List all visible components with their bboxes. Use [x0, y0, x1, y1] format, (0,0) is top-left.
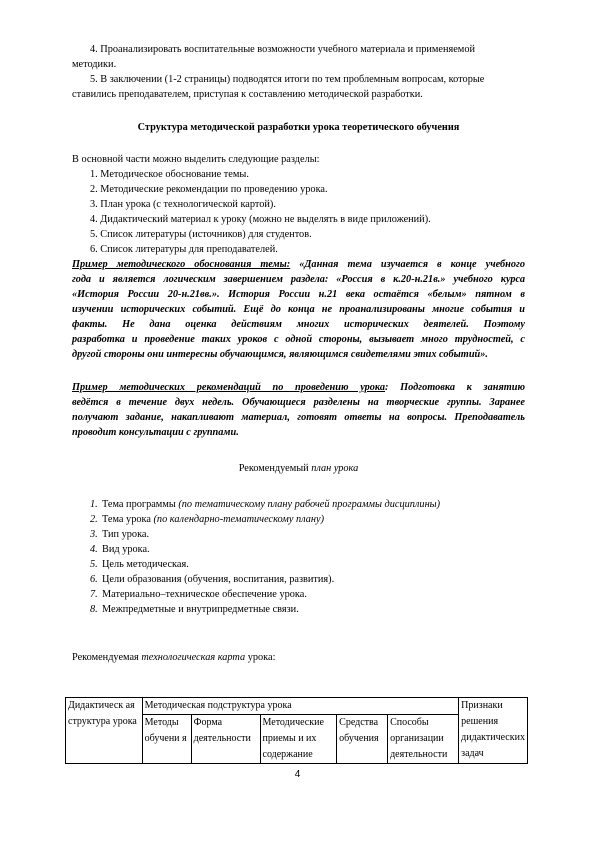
section-heading: Структура методической разработки урока теоретического обучения [137, 122, 460, 133]
example2-text: ведётся в течение двух недель. Обучающиеся разделены на творческие группы. Заранее [72, 397, 525, 408]
plan-item: 5. Цель методическая. [90, 559, 189, 570]
example1-text: другой стороны они интересны обучающимся, являющимся свидетелями этих событий». [72, 349, 488, 360]
table-header-form: Форма деятельности [191, 715, 260, 764]
table-header-didactic: Дидактическ ая структура урока [66, 698, 143, 764]
tech-card-caption: Рекомендуемая технологическая карта урока: [72, 652, 276, 663]
item4-line1: 4. Проанализировать воспитательные возможности учебного материала и применяемой [90, 44, 475, 55]
plan-item: 1. Тема программы (по тематическому плану рабочей программы дисциплины) [90, 499, 441, 510]
example1-text: изучении исторических событий. Ещё до конца не проанализированы многие события и [72, 304, 525, 315]
page-number: 4 [294, 769, 301, 780]
example1-label: Пример методического обоснования темы: [72, 259, 291, 270]
plan-item: 2. Тема урока (по календарно-тематическому плану) [90, 514, 325, 525]
table-header-means: Средства обучения [337, 715, 388, 764]
plan-item: 4. Вид урока. [90, 544, 150, 555]
table-header-methods: Методы обучени я [142, 715, 191, 764]
tech-card-table [65, 697, 528, 764]
example1-text: разработка и проведение таких уроков с одной стороны, вызывает много трудностей, с [72, 334, 525, 345]
table-header-techniques: Методические приемы и их содержание [260, 715, 337, 764]
table-header-organization: Способы организации деятельности [388, 715, 459, 764]
example1-text: факты. Не дана оценка действиям многих исторических деятелей. Поэтому [72, 319, 525, 330]
section-item: 1. Методическое обоснование темы. [90, 169, 249, 180]
example1-text: «История России 20-н.21вв.». История России н.21 века остаётся «белым» пятном в [72, 289, 525, 300]
section-item: 2. Методические рекомендации по проведению урока. [90, 184, 328, 195]
item4-line2: методики. [72, 59, 117, 70]
example2-text: проводит консультации с группами. [72, 427, 239, 438]
plan-item: 8. Межпредметные и внутрипредметные связи. [90, 604, 299, 615]
example1-line1: Пример методического обоснования темы: «Данная тема изучается в конце учебного [72, 259, 525, 270]
sections-intro: В основной части можно выделить следующие разделы: [72, 154, 320, 165]
plan-item: 7. Материально–техническое обеспечение урока. [90, 589, 307, 600]
table-header-signs: Признаки решения дидактических задач [459, 698, 528, 764]
plan-heading: Рекомендуемый план урока [238, 463, 359, 474]
example1-text: года и является логическим завершением раздела: «Россия в к.20-н.21в.» учебного курса [72, 274, 525, 285]
table-header-group: Методическая подструктура урока [142, 698, 459, 715]
example2-text: получают задание, накапливают материал, готовят ответы на вопросы. Преподаватель [72, 412, 525, 423]
section-item: 5. Список литературы (источников) для студентов. [90, 229, 312, 240]
example2-label: Пример методических рекомендаций по проведению урока [72, 382, 386, 393]
plan-item: 3. Тип урока. [90, 529, 150, 540]
section-item: 3. План урока (с технологической картой). [90, 199, 276, 210]
item5-line1: 5. В заключении (1-2 страницы) подводятся итоги по тем проблемным вопросам, которые [90, 74, 485, 85]
example2-line1: Пример методических рекомендаций по проведению урока: Подготовка к занятию [72, 382, 525, 393]
plan-item: 6. Цели образования (обучения, воспитания, развития). [90, 574, 335, 585]
section-item: 6. Список литературы для преподавателей. [90, 244, 278, 255]
section-item: 4. Дидактический материал к уроку (можно не выделять в виде приложений). [90, 214, 431, 225]
item5-line2: ставились преподавателем, приступая к составлению методической разработки. [72, 89, 423, 100]
